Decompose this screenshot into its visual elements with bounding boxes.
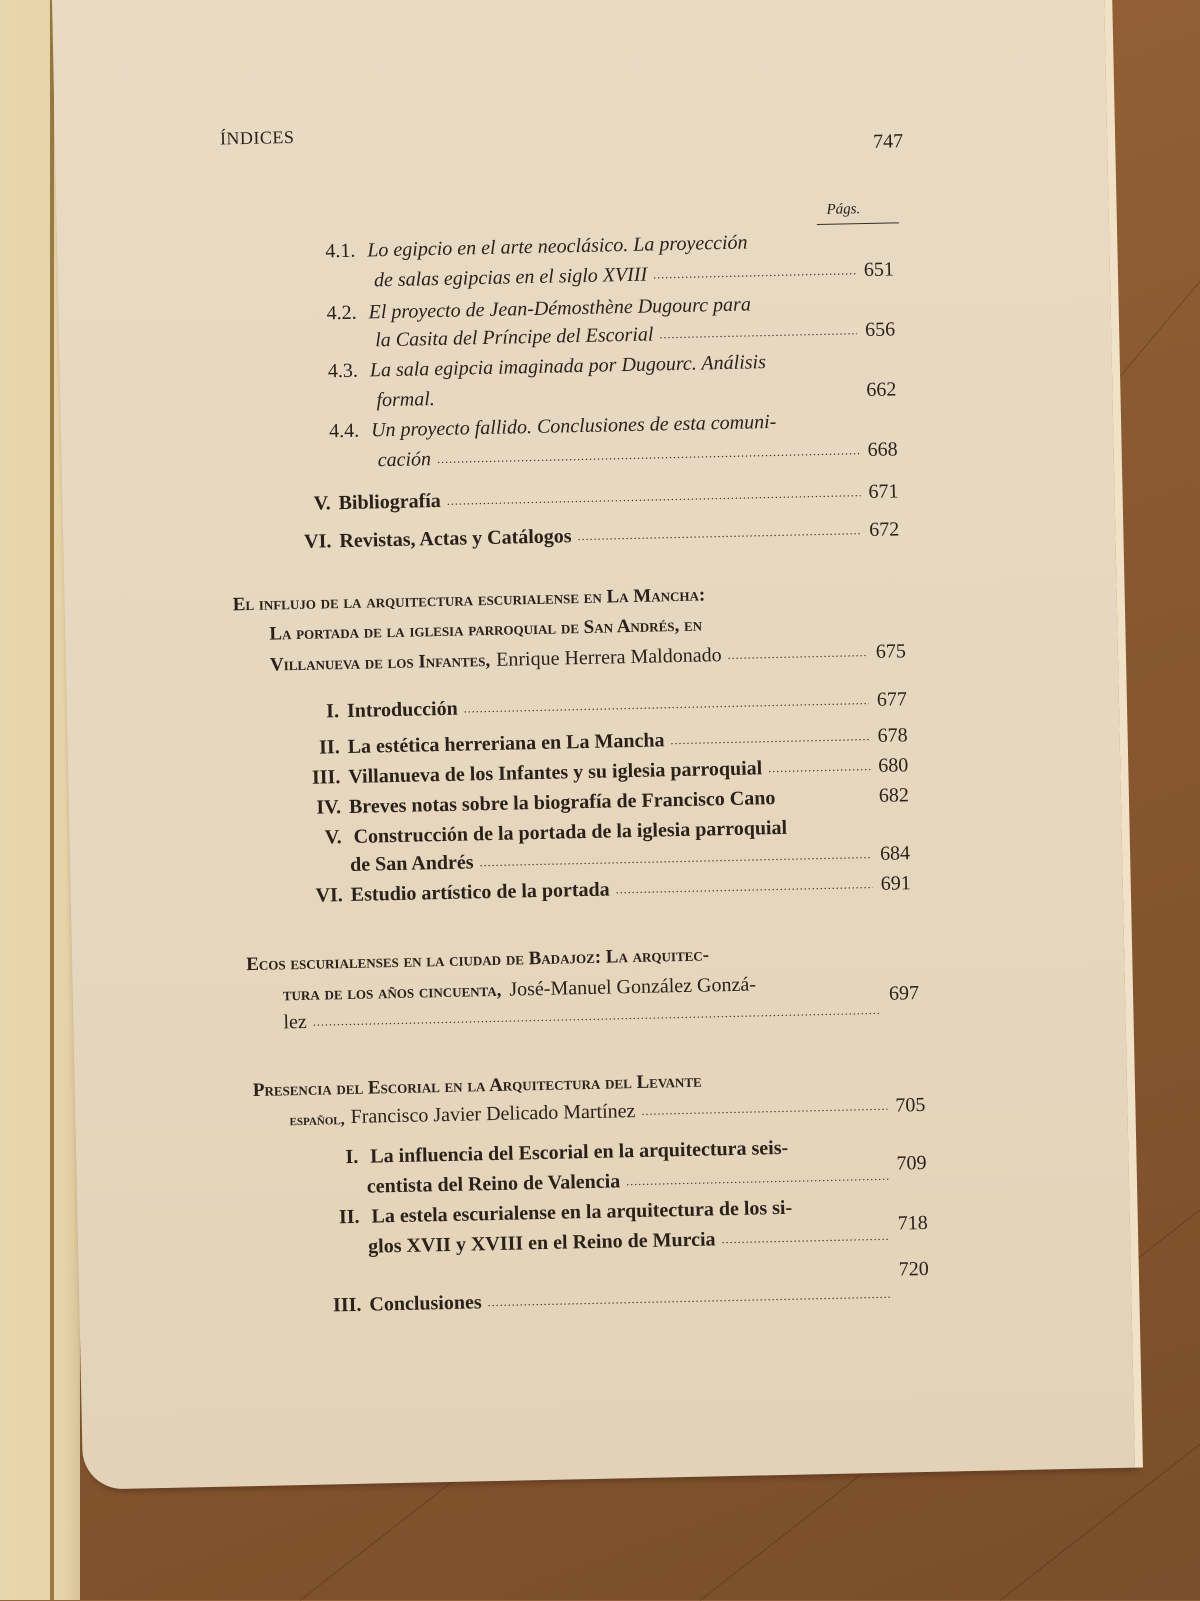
running-head: ÍNDICES [219,126,295,149]
article-2-title-line1: Ecos escurialenses en la ciudad de Badajoz: La arquitec- [246,944,710,976]
dot-leader [616,877,873,897]
toc-entry-4-4-line1: 4.4. Un proyecto fallido. Conclusiones de esta comuni- [328,410,777,443]
article-1-title-line2: La portada de la iglesia parroquial de San Andrés, en [269,614,703,645]
dot-leader [464,693,869,716]
dot-leader [659,323,857,342]
toc-chapter-bibliografia: V. Bibliografía ..... 671 [292,480,898,516]
toc-entry-4-4: cación ..... 668 [377,438,897,472]
article-3-section-1-line1: I. La influencia del Escorial en la arquitectura seis- [345,1136,789,1169]
page-number: 747 [872,130,904,153]
toc-content [52,0,1135,1490]
book-page [52,0,1135,1490]
toc-entry-4-2-line1: 4.2. El proyecto de Jean-Démosthène Dugourc para [326,293,752,325]
article-1-section-3: III. Villanueva de los Infantes y su iglesia parroquial ..... 680 [294,754,908,790]
dot-leader [727,645,868,663]
article-3-section-1: centista del Reino de Valencia ..... 709 [367,1164,927,1199]
dot-leader [487,1287,891,1310]
article-1-section-4: IV. Breves notas sobre la biografía de Francisco Cano 682 [316,784,910,819]
dot-leader [479,847,872,870]
article-3-section-3: III. Conclusiones ..... 720 [315,1282,929,1318]
toc-entry-4-1: de salas egipcias en el siglo XVIII ..... 651 [374,258,894,292]
pages-column-label: Págs. [826,201,861,218]
dot-leader [721,1229,890,1248]
article-3-title-line1: Presencia del Escorial en la Arquitectura del Levante [252,1070,702,1102]
article-3-section-2: glos XVII y XVIII en el Reino de Murcia ..... 718 [368,1224,928,1259]
article-1-section-5: de San Andrés ..... 684 [350,842,910,877]
article-1-entry: Villanueva de los Infantes, Enrique Herrera Maldonado ..... 675 [270,640,906,676]
article-1-section-2: II. La estética herreriana en La Mancha ..... 678 [293,724,907,760]
toc-chapter-revistas: VI. Revistas, Actas y Catálogos ..... 672 [293,518,899,554]
dot-leader [313,1003,882,1030]
article-1-title-line1: El influjo de la arquitectura escurialense en La Mancha: [232,584,706,616]
toc-entry-4-3: formal. 662 [376,378,897,412]
article-1-section-1: I. Introducción ..... 677 [293,688,907,724]
article-3-section-2-line1: II. La estela escurialense en la arquitectura de los si- [338,1196,793,1229]
dot-leader [437,443,860,467]
dot-leader [577,523,861,544]
toc-entry-4-2: la Casita del Príncipe del Escorial ..... 656 [375,318,895,352]
toc-entry-4-1-line1: 4.1. Lo egipcio en el arte neoclásico. La proyección [325,231,748,263]
article-1-section-6: VI. Estudio artístico de la portada ..... 691 [297,872,911,908]
dot-leader [670,729,869,748]
toc-entry-4-3-line1: 4.3. La sala egipcia imaginada por Dugourc. Análisis [327,351,767,383]
article-3-entry: español, Francisco Javier Delicado Martínez ..... 705 [289,1094,925,1130]
book-gutter [50,0,54,1600]
dot-leader [447,485,861,509]
article-2-title-line2: tura de los años cincuenta, José-Manuel González Gonzá- [282,973,757,1006]
article-2-entry: lez ..... 697 [283,998,919,1034]
dot-leader [768,759,870,776]
dot-leader [641,1099,887,1119]
article-1-section-5-line1: V. Construcción de la portada de la iglesia parroquial [324,816,788,849]
dot-leader [626,1169,889,1189]
dot-leader [653,263,856,282]
pages-column-rule [817,222,899,225]
